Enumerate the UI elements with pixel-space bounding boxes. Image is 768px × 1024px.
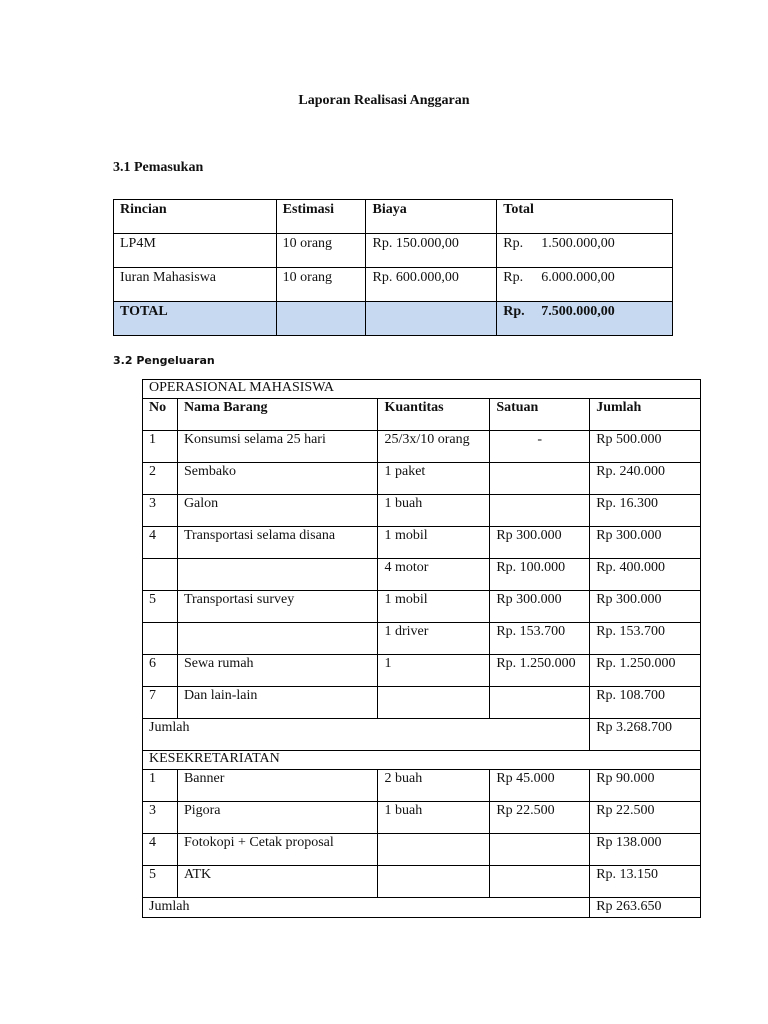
cell-satuan: Rp 45.000 xyxy=(490,770,590,802)
subtotal-label: Jumlah xyxy=(143,898,590,918)
cell-kuantitas: 1 driver xyxy=(378,623,490,655)
cell-biaya: Rp. 150.000,00 xyxy=(366,234,497,268)
grand-total-cell xyxy=(497,302,673,336)
cell-nama: Banner xyxy=(177,770,378,802)
cell-nama: Sewa rumah xyxy=(177,655,378,687)
cell-kuantitas: 1 mobil xyxy=(378,591,490,623)
cell-no: 6 xyxy=(143,655,178,687)
cell-satuan: - xyxy=(490,431,590,463)
cell-total xyxy=(497,268,673,302)
cell-jumlah: Rp. 400.000 xyxy=(590,559,701,591)
cell-nama: ATK xyxy=(177,866,378,898)
cell-satuan: Rp. 1.250.000 xyxy=(490,655,590,687)
cell-kuantitas: 4 motor xyxy=(378,559,490,591)
expense-heading: 3.2 Pengeluaran xyxy=(113,354,215,367)
table-row xyxy=(114,268,673,302)
cell-kuantitas: 1 buah xyxy=(378,495,490,527)
cell-jumlah: Rp. 16.300 xyxy=(590,495,701,527)
cell-jumlah: Rp 300.000 xyxy=(590,527,701,559)
cell-rincian: Iuran Mahasiswa xyxy=(114,268,277,302)
cell-jumlah: Rp 138.000 xyxy=(590,834,701,866)
cell-satuan: Rp. 153.700 xyxy=(490,623,590,655)
table-row xyxy=(114,234,673,268)
income-total-row xyxy=(114,302,673,336)
cell-no: 5 xyxy=(143,866,178,898)
total-value: 1.500.000,00 xyxy=(541,236,615,251)
table-row xyxy=(143,495,701,527)
cell-kuantitas: 25/3x/10 orang xyxy=(378,431,490,463)
cell-nama: Sembako xyxy=(177,463,378,495)
column-header-biaya: Biaya xyxy=(366,200,497,234)
cell-satuan: Rp 22.500 xyxy=(490,802,590,834)
cell-satuan xyxy=(490,463,590,495)
cell-nama: Transportasi selama disana xyxy=(177,527,378,559)
cell-no xyxy=(143,623,178,655)
total-value: 6.000.000,00 xyxy=(541,270,615,285)
cell-total xyxy=(497,234,673,268)
column-header-kuantitas: Kuantitas xyxy=(378,399,490,431)
currency-label: Rp. xyxy=(503,270,524,285)
cell-no: 3 xyxy=(143,495,178,527)
cell-no: 4 xyxy=(143,527,178,559)
cell-no xyxy=(143,559,178,591)
cell-jumlah: Rp. 153.700 xyxy=(590,623,701,655)
table-row xyxy=(143,591,701,623)
expense-table xyxy=(142,379,701,918)
currency-label: Rp. xyxy=(503,304,525,319)
subtotal-row xyxy=(143,719,701,751)
cell-no: 1 xyxy=(143,770,178,802)
cell-satuan: Rp. 100.000 xyxy=(490,559,590,591)
section-title: OPERASIONAL MAHASISWA xyxy=(143,380,701,399)
column-header-estimasi: Estimasi xyxy=(276,200,366,234)
column-header-jumlah: Jumlah xyxy=(590,399,701,431)
column-header-satuan: Satuan xyxy=(490,399,590,431)
currency-label: Rp. xyxy=(503,236,524,251)
cell-no: 4 xyxy=(143,834,178,866)
cell-kuantitas: 1 xyxy=(378,655,490,687)
table-row xyxy=(143,431,701,463)
cell-jumlah: Rp 90.000 xyxy=(590,770,701,802)
cell-no: 2 xyxy=(143,463,178,495)
cell-kuantitas xyxy=(378,834,490,866)
cell-satuan xyxy=(490,866,590,898)
cell-jumlah: Rp. 1.250.000 xyxy=(590,655,701,687)
income-heading: 3.1 Pemasukan xyxy=(113,160,204,175)
section-title-row xyxy=(143,751,701,770)
cell-kuantitas: 2 buah xyxy=(378,770,490,802)
cell-jumlah: Rp. 13.150 xyxy=(590,866,701,898)
subtotal-value: Rp 3.268.700 xyxy=(590,719,701,751)
cell-kuantitas: 1 mobil xyxy=(378,527,490,559)
cell-satuan xyxy=(490,834,590,866)
empty-cell xyxy=(366,302,497,336)
cell-no: 7 xyxy=(143,687,178,719)
cell-jumlah: Rp. 240.000 xyxy=(590,463,701,495)
table-row xyxy=(143,802,701,834)
section-title: KESEKRETARIATAN xyxy=(143,751,701,770)
column-header-total: Total xyxy=(497,200,673,234)
cell-nama xyxy=(177,623,378,655)
table-row xyxy=(143,463,701,495)
table-row xyxy=(143,866,701,898)
cell-jumlah: Rp. 108.700 xyxy=(590,687,701,719)
cell-satuan xyxy=(490,495,590,527)
table-row xyxy=(143,559,701,591)
column-header-no: No xyxy=(143,399,178,431)
cell-estimasi: 10 orang xyxy=(276,268,366,302)
page-title: Laporan Realisasi Anggaran xyxy=(298,93,470,108)
table-row xyxy=(143,834,701,866)
cell-nama: Galon xyxy=(177,495,378,527)
subtotal-label: Jumlah xyxy=(143,719,590,751)
cell-nama: Transportasi survey xyxy=(177,591,378,623)
cell-nama xyxy=(177,559,378,591)
column-header-rincian: Rincian xyxy=(114,200,277,234)
income-header-row xyxy=(114,200,673,234)
cell-satuan: Rp 300.000 xyxy=(490,591,590,623)
cell-jumlah: Rp 500.000 xyxy=(590,431,701,463)
cell-kuantitas: 1 paket xyxy=(378,463,490,495)
table-row xyxy=(143,527,701,559)
table-row xyxy=(143,687,701,719)
subtotal-row xyxy=(143,898,701,918)
total-label: TOTAL xyxy=(114,302,277,336)
cell-kuantitas: 1 buah xyxy=(378,802,490,834)
cell-no: 5 xyxy=(143,591,178,623)
cell-nama: Pigora xyxy=(177,802,378,834)
cell-nama: Konsumsi selama 25 hari xyxy=(177,431,378,463)
table-row xyxy=(143,770,701,802)
expense-header-row xyxy=(143,399,701,431)
cell-rincian: LP4M xyxy=(114,234,277,268)
empty-cell xyxy=(276,302,366,336)
cell-kuantitas xyxy=(378,866,490,898)
cell-jumlah: Rp 300.000 xyxy=(590,591,701,623)
cell-satuan xyxy=(490,687,590,719)
cell-kuantitas xyxy=(378,687,490,719)
table-row xyxy=(143,655,701,687)
cell-nama: Fotokopi + Cetak proposal xyxy=(177,834,378,866)
cell-nama: Dan lain-lain xyxy=(177,687,378,719)
cell-biaya: Rp. 600.000,00 xyxy=(366,268,497,302)
section-title-row xyxy=(143,380,701,399)
subtotal-value: Rp 263.650 xyxy=(590,898,701,918)
cell-satuan: Rp 300.000 xyxy=(490,527,590,559)
cell-estimasi: 10 orang xyxy=(276,234,366,268)
cell-jumlah: Rp 22.500 xyxy=(590,802,701,834)
cell-no: 3 xyxy=(143,802,178,834)
grand-total-value: 7.500.000,00 xyxy=(541,304,615,319)
column-header-nama-barang: Nama Barang xyxy=(177,399,378,431)
cell-no: 1 xyxy=(143,431,178,463)
table-row xyxy=(143,623,701,655)
income-table xyxy=(113,199,673,336)
